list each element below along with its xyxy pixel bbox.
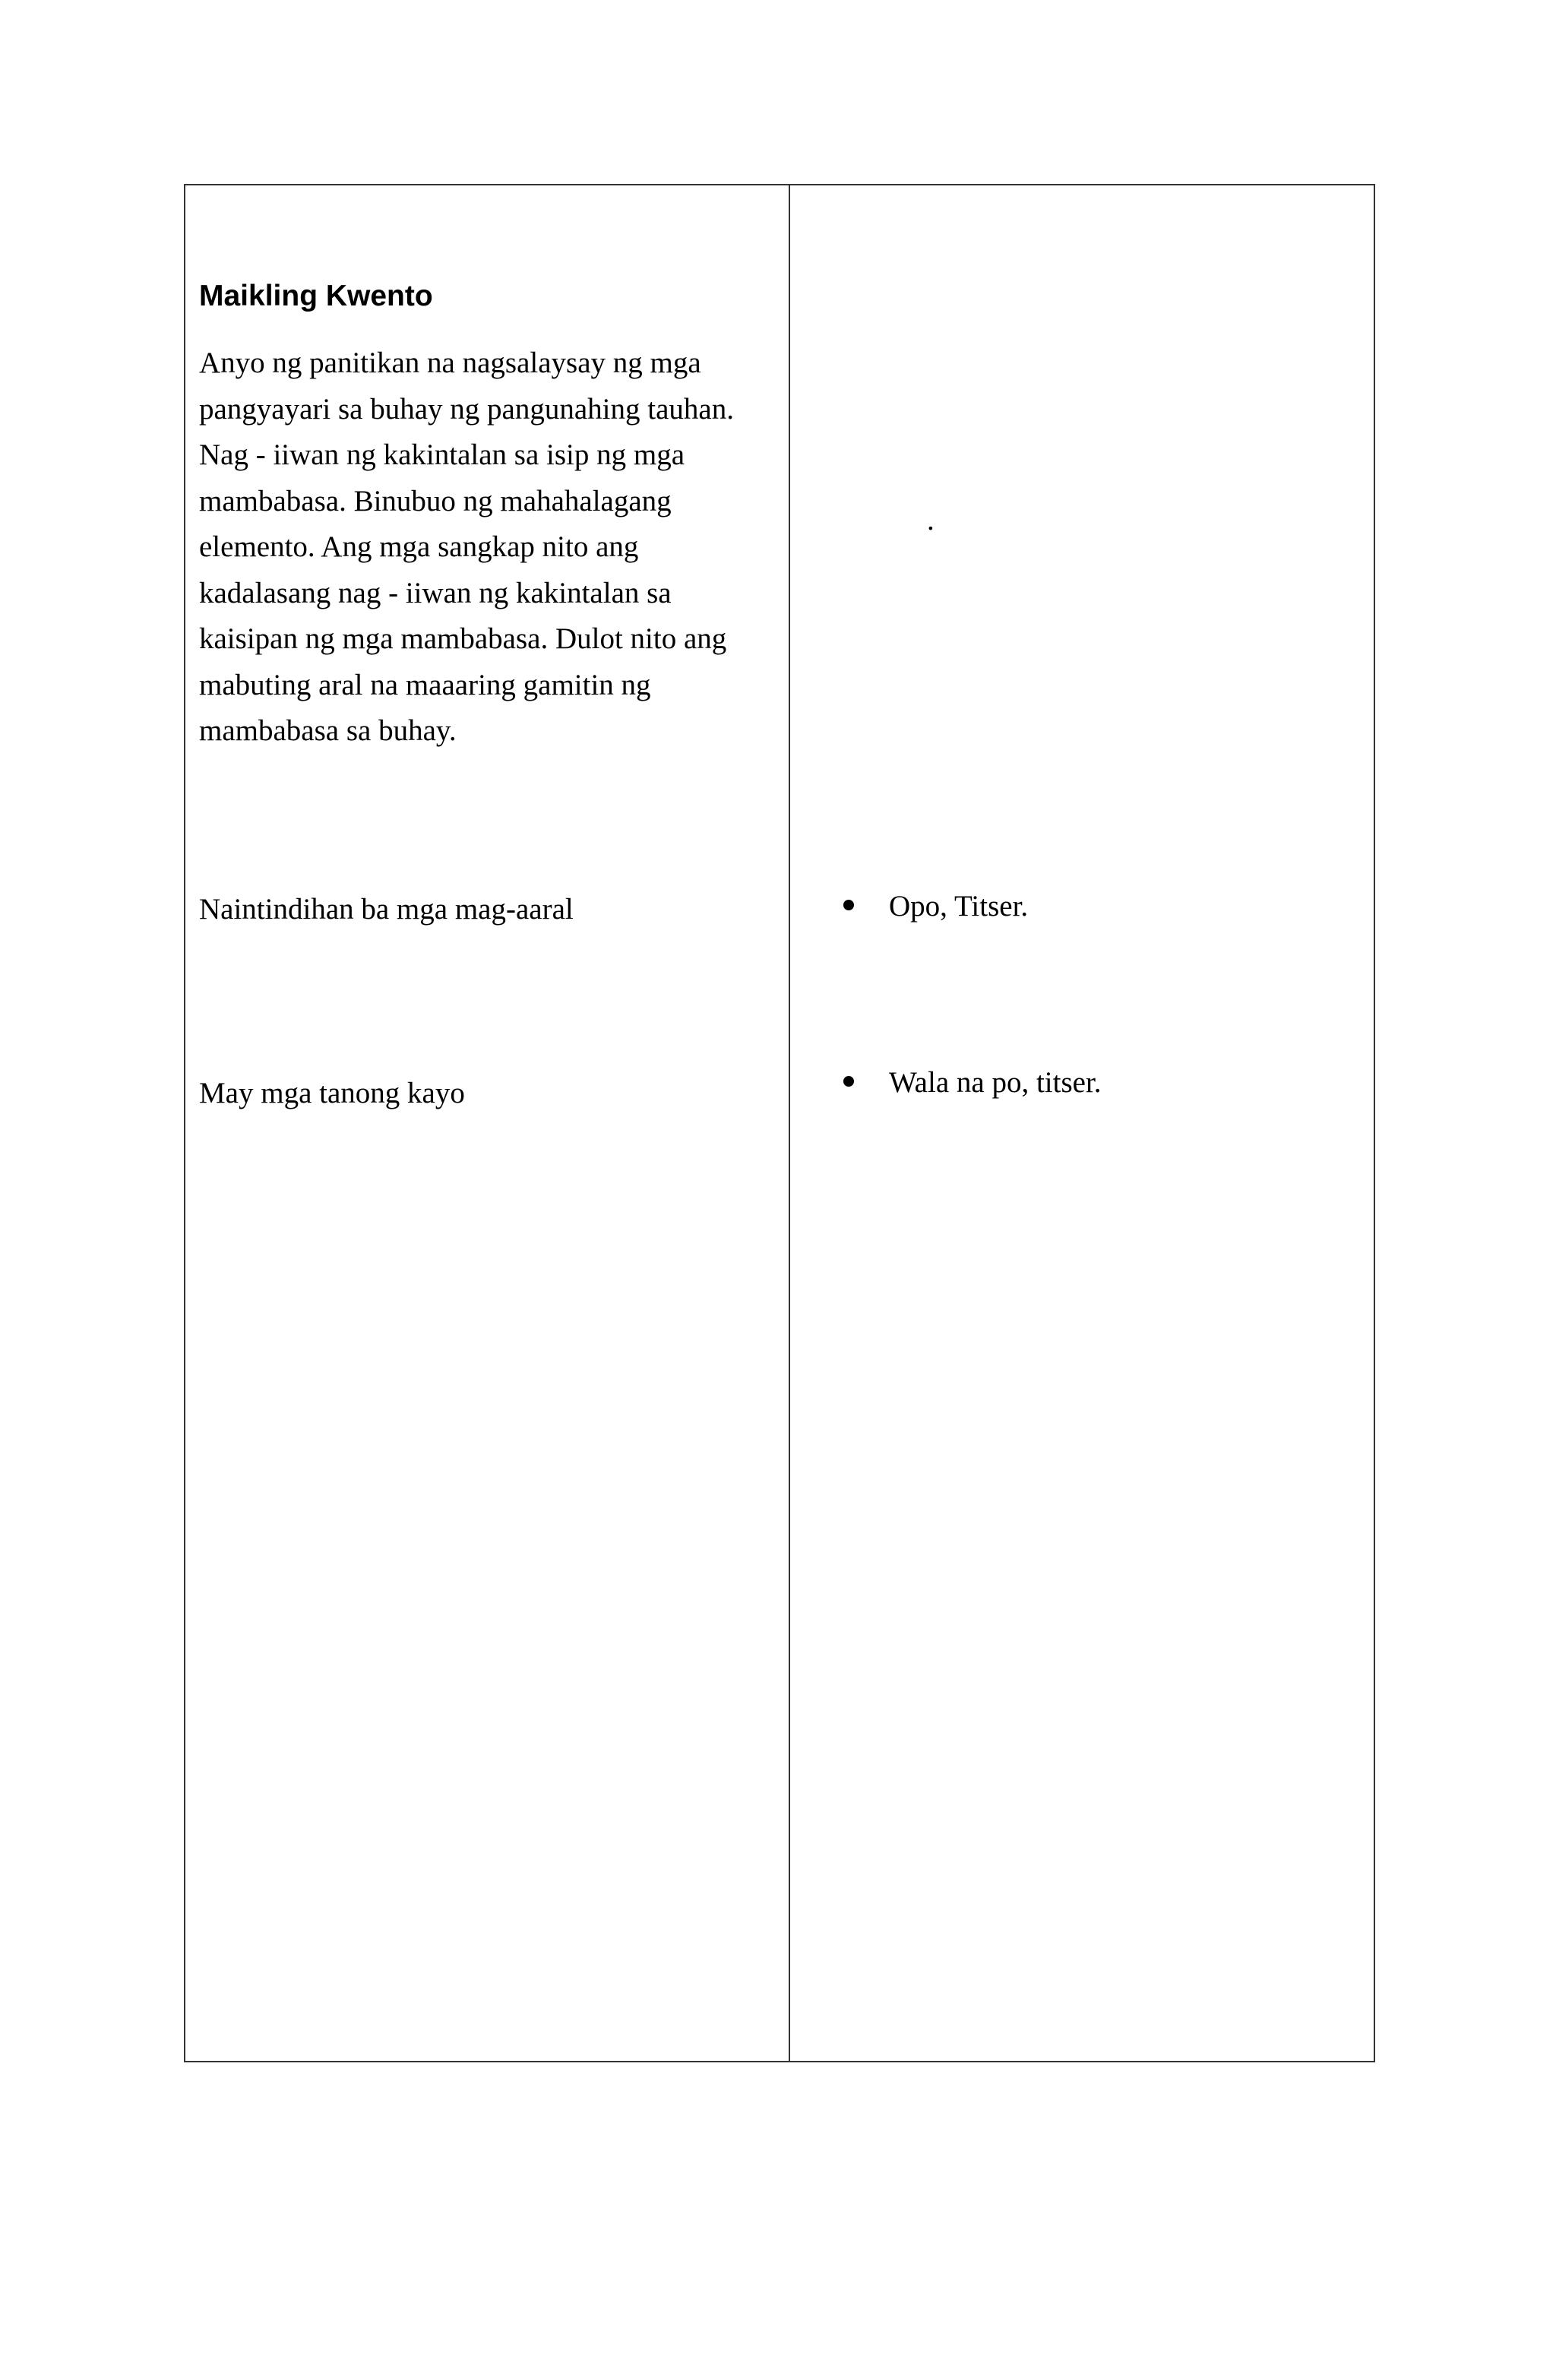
teacher-question: May mga tanong kayo [199,1077,465,1109]
bullet-icon [843,900,854,910]
definition-line: pangyayari sa buhay ng pangunahing tauhan. [199,392,734,426]
lesson-table [184,184,1375,2062]
definition-paragraph [199,340,776,755]
definition-line: Anyo ng panitikan na nagsalaysay ng mga [199,347,701,379]
definition-line: Nag - iiwan ng kakintalan sa isip ng mga [199,438,685,471]
teacher-question: Naintindihan ba mga mag-aaral [199,893,574,926]
definition-line: mabuting aral na maaaring gamitin ng [199,668,651,701]
section-heading: Maikling Kwento [199,280,433,312]
bullet-icon [843,1076,854,1087]
definition-line: mambabasa. Binubuo ng mahahalagang [199,484,672,517]
definition-line: kaisipan ng mga mambabasa. Dulot nito ang [199,622,727,655]
response-text: Wala na po, titser. [889,1066,1102,1099]
teacher-column [185,185,789,2061]
definition-line: mambabasa sa buhay. [199,714,457,747]
definition-line: kadalasang nag - iiwan ng kakintalan sa [199,576,672,609]
response-text: Opo, Titser. [889,890,1029,923]
definition-line: elemento. Ang mga sangkap nito ang [199,530,639,563]
student-column [790,185,1375,2061]
period-mark: . [927,504,935,536]
